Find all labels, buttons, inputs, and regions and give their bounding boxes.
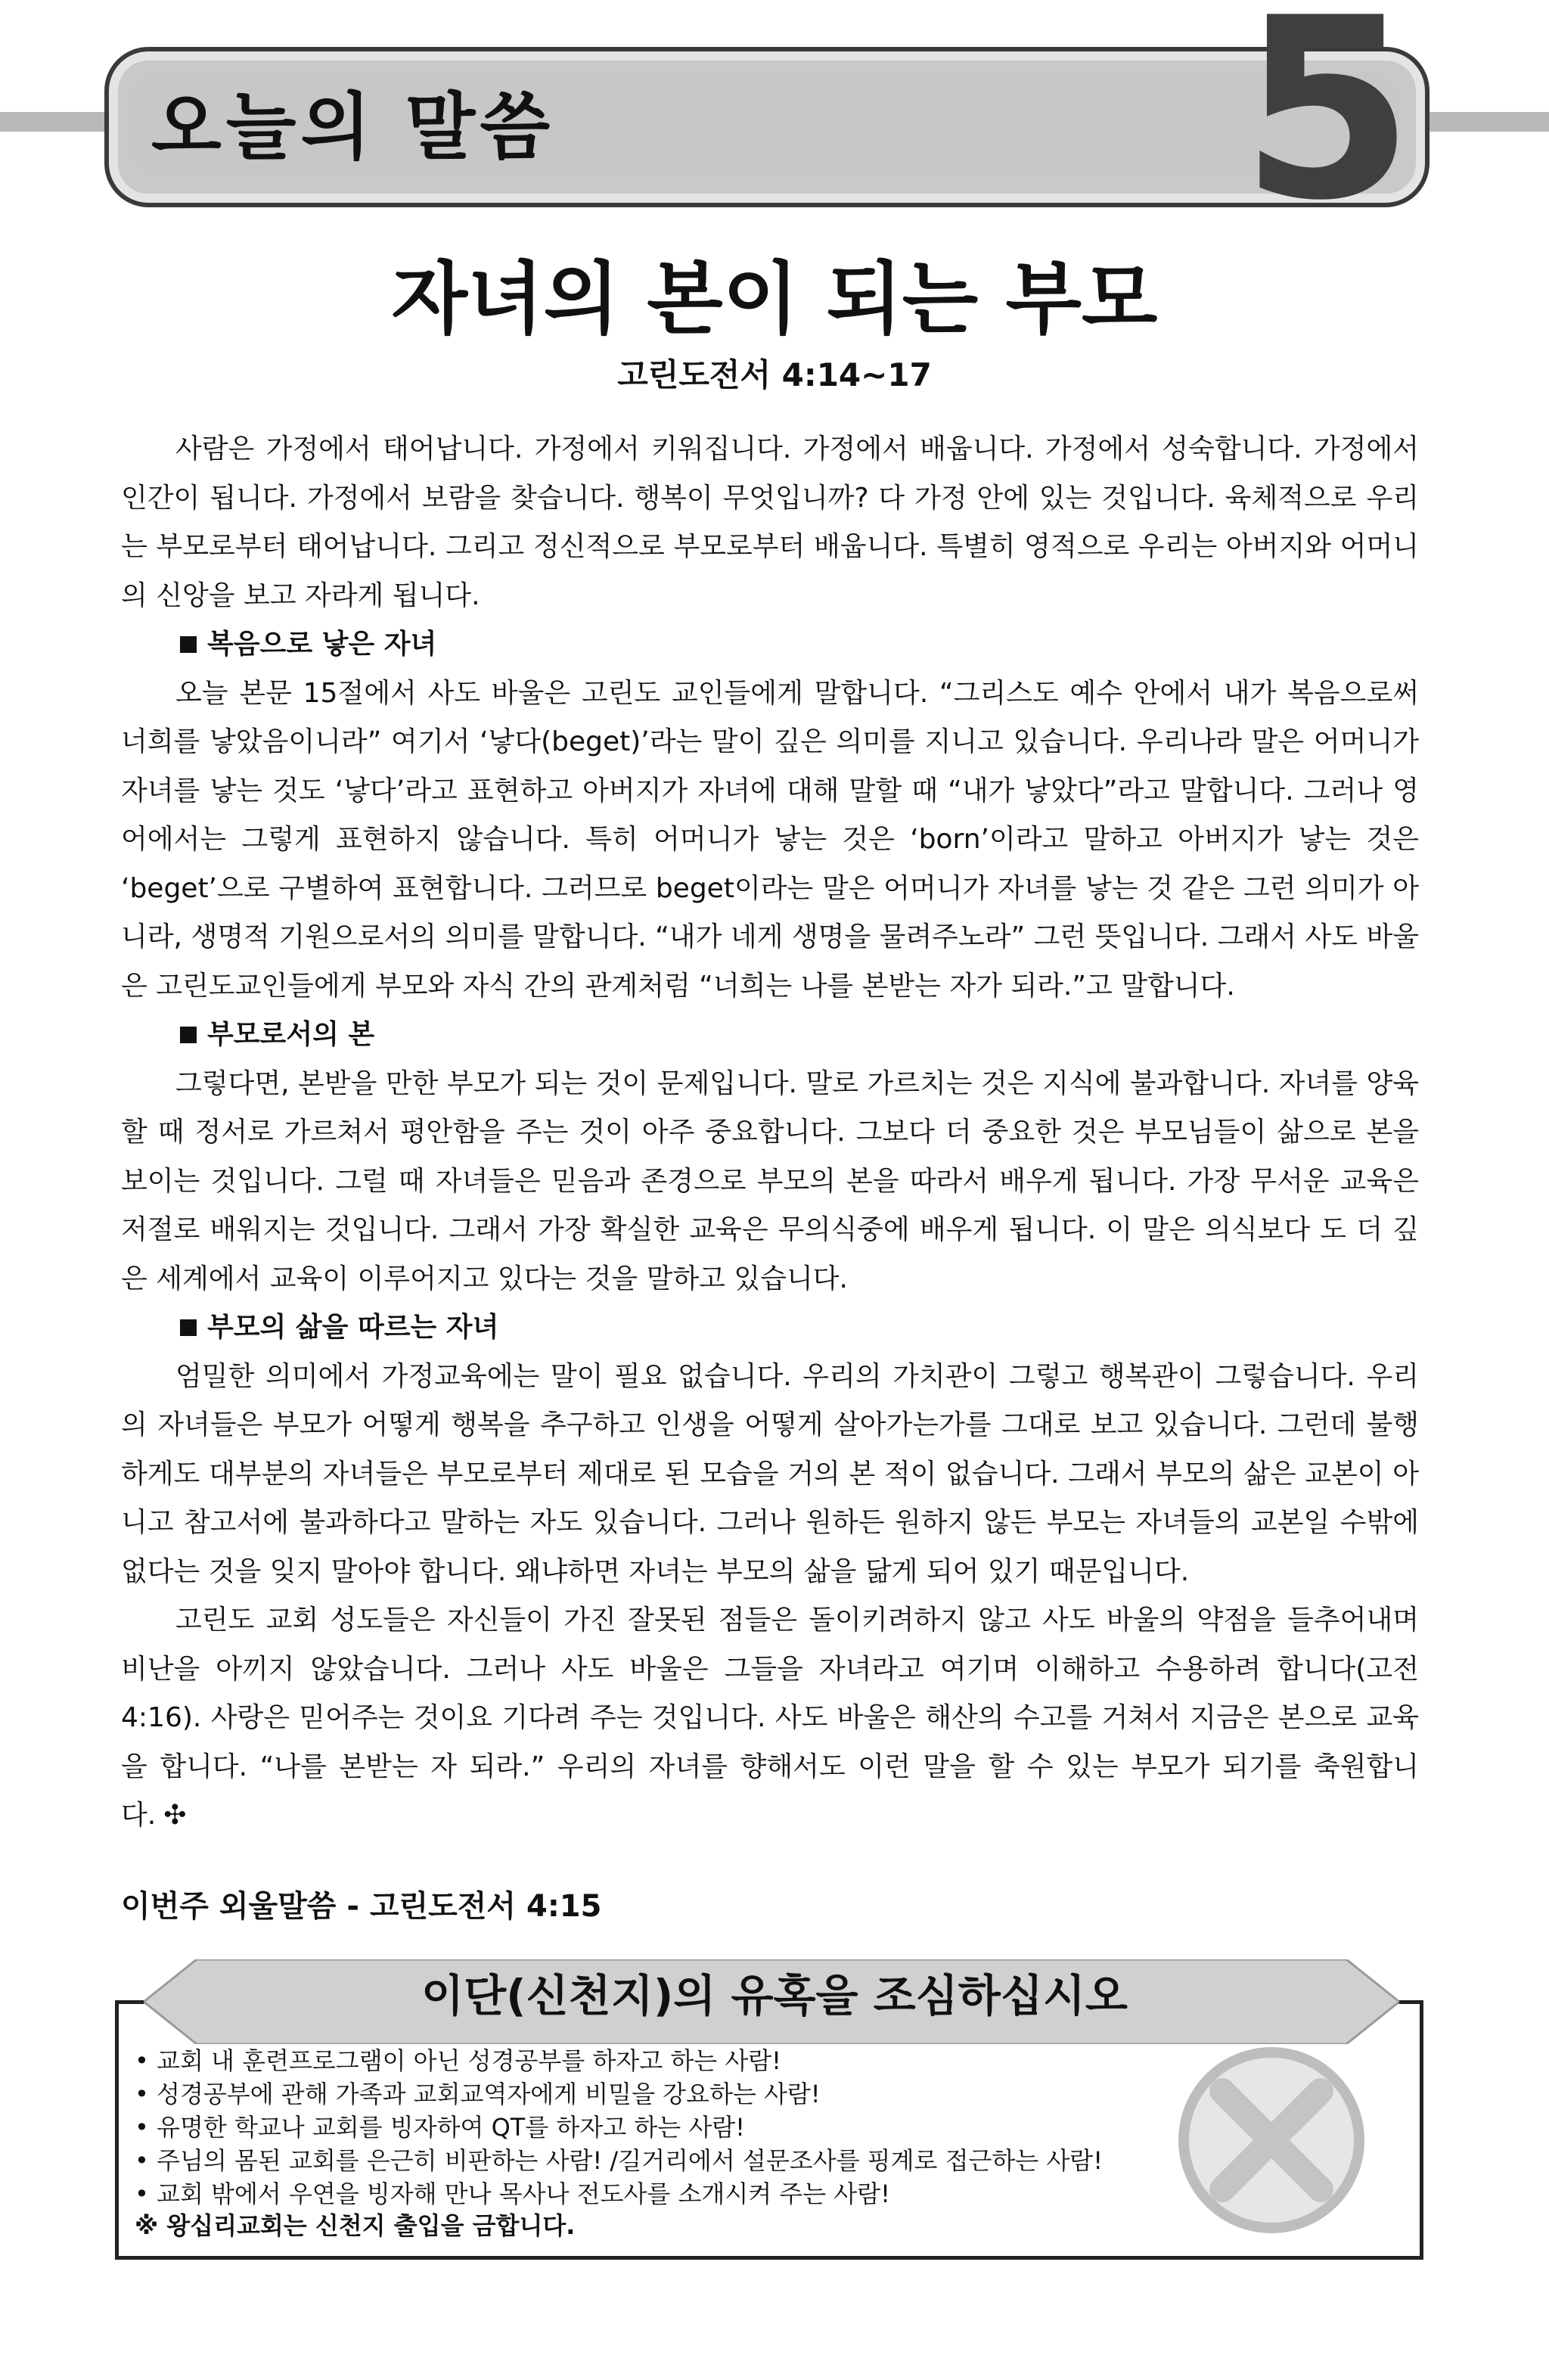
list-item: • 유명한 학교나 교회를 빙자하여 QT를 하자고 하는 사람! [135,2111,1405,2144]
warning-note: ※ 왕십리교회는 신천지 출입을 금합니다. [135,2211,576,2240]
paragraph: 엄밀한 의미에서 가정교육에는 말이 필요 없습니다. 우리의 가치관이 그렇고 행복관이 그렇습니다. 우리의 자녀들은 부모가 어떻게 행복을 추구하고 인생을 어떻게 살아가는가를 그대로 보고 있습니다. 그런데 불행하게도 대부분의 자녀들은 부모로부터 제대로 된 모습을 거의 본 적이 없습니다. 그래서 부모의 삶은 교본이 아니고 참고서에 불과하다고 말하는 자도 있습니다. 그러나 원하든 원하지 않든 부모는 자녀들의 교본일 수밖에 없다는 것을 잊지 말아야 합니다. 왜냐하면 자녀는 부모의 삶을 닮게 되어 있기 때문입니다. [121,1360,1419,1587]
section-heading: 복음으로 낳은 자녀 [180,620,1419,670]
paragraph: 그렇다면, 본받을 만한 부모가 되는 것이 문제입니다. 말로 가르치는 것은 지식에 불과합니다. 자녀를 양육할 때 정서로 가르쳐서 평안함을 주는 것이 아주 중요합니다. 그보다 더 중요한 것은 부모님들이 삶으로 본을 보이는 것입니다. 그럴 때 자녀들은 믿음과 존경으로 부모의 본을 따라서 배우게 됩니다. 가장 무서운 교육은 저절로 배워지는 것입니다. 그래서 가장 확실한 교육은 무의식중에 배우게 됩니다. 이 말은 의식보다 도 더 깊은 세계에서 교육이 이루어지고 있다는 것을 말하고 있습니다. [121,1067,1419,1294]
intro-paragraph: 사람은 가정에서 태어납니다. 가정에서 키워집니다. 가정에서 배웁니다. 가정에서 성숙합니다. 가정에서 인간이 됩니다. 가정에서 보람을 찾습니다. 행복이 무엇입니까? 다 가정 안에 있는 것입니다. 육체적으로 우리는 부모로부터 태어납니다. 그리고 정신적으로 부모로부터 배웁니다. 특별히 영적으로 우리는 아버지와 어머니의 신앙을 보고 자라게 됩니다. [121,433,1419,611]
list-item: • 교회 내 훈련프로그램이 아닌 성경공부를 하자고 하는 사람! [135,2044,1405,2077]
page-number: 5 [1240,0,1414,255]
square-bullet-icon [180,636,197,653]
warning-list [135,2044,1405,2211]
end-mark-icon: ✣ [163,1800,187,1831]
list-item: • 주님의 몸된 교회를 은근히 비판하는 사람! /길거리에서 설문조사를 핑계로 접근하는 사람! [135,2144,1405,2177]
square-bullet-icon [180,1319,197,1336]
list-item: • 교회 밖에서 우연을 빙자해 만나 목사나 전도사를 소개시켜 주는 사람! [135,2177,1405,2211]
paragraph: 오늘 본문 15절에서 사도 바울은 고린도 교인들에게 말합니다. “그리스도 예수 안에서 내가 복음으로써 너희를 낳았음이니라” 여기서 ‘낳다(beget)’라는 말이 깊은 의미를 지니고 있습니다. 우리나라 말은 어머니가 자녀를 낳는 것도 ‘낳다’라고 표현하고 아버지가 자녀에 대해 말할 때 “내가 낳았다”라고 말합니다. 그러나 영어에서는 그렇게 표현하지 않습니다. 특히 어머니가 낳는 것은 ‘born’이라고 말하고 아버지가 낳는 것은 ‘beget’으로 구별하여 표현합니다. 그러므로 beget이라는 말은 어머니가 자녀를 낳는 것 같은 그런 의미가 아니라, 생명적 기원으로서의 의미를 말합니다. “내가 네게 생명을 물려주노라” 그런 뜻입니다. 그래서 사도 바울은 고린도교인들에게 부모와 자식 간의 관계처럼 “너희는 나를 본받는 자가 되라.”고 말합니다. [121,677,1419,1002]
warning-title: 이단(신천지)의 유혹을 조심하십시오 [421,1970,1128,2021]
sermon-body [121,425,1419,1841]
section-heading: 부모의 삶을 따르는 자녀 [180,1303,1419,1353]
section-title: 오늘의 말씀 [151,85,555,169]
sermon-title: 자녀의 본이 되는 부모 [391,253,1158,345]
square-bullet-icon [180,1027,197,1043]
list-item: • 성경공부에 관해 가족과 교회교역자에게 비밀을 강요하는 사람! [135,2077,1405,2111]
memory-verse: 이번주 외울말씀 - 고린도전서 4:15 [121,1889,602,1924]
section-heading: 부모로서의 본 [180,1011,1419,1060]
paragraph: 고린도 교회 성도들은 자신들이 가진 잘못된 점들은 돌이키려하지 않고 사도 바울의 약점을 들추어내며 비난을 아끼지 않았습니다. 그러나 사도 바울은 그들을 자녀라고 여기며 이해하고 수용하려 합니다(고전 4:16). 사랑은 믿어주는 것이요 기다려 주는 것입니다. 사도 바울은 해산의 수고를 거쳐서 지금은 본으로 교육을 합니다. “나를 본받는 자 되라.” 우리의 자녀를 향해서도 이런 말을 할 수 있는 부모가 되기를 축원합니다. ✣ [121,1605,1420,1831]
scripture-reference: 고린도전서 4:14~17 [617,356,932,393]
